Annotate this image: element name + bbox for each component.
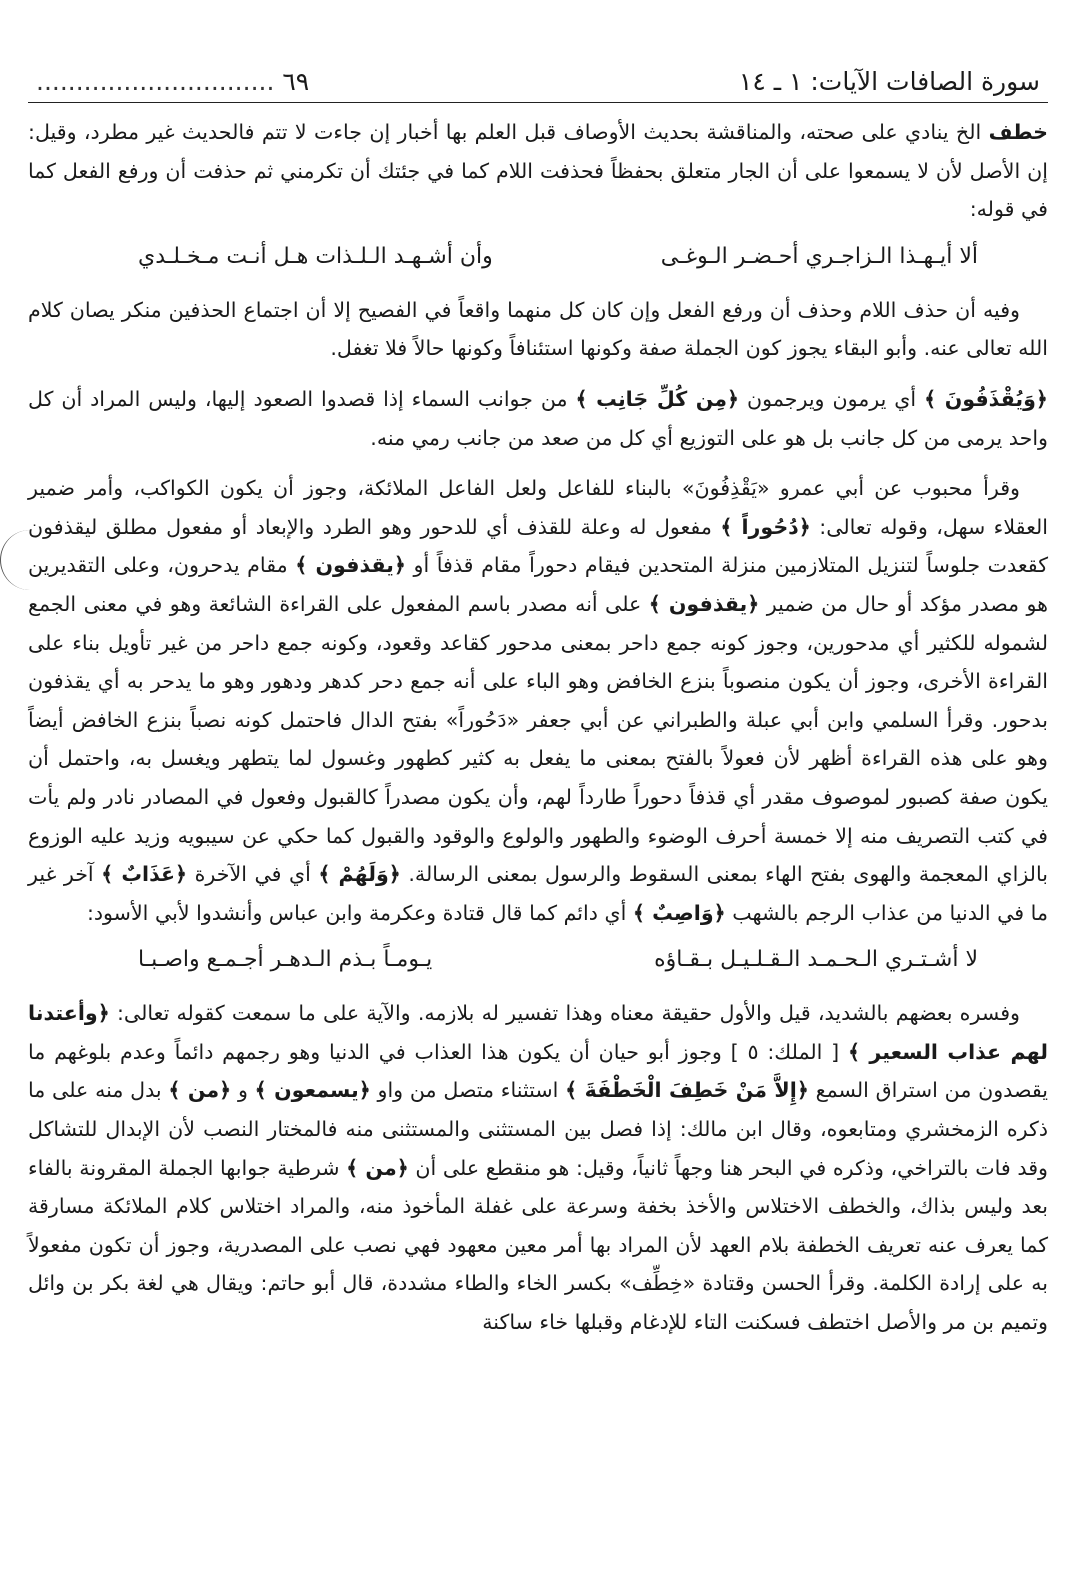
- paragraph-gap: [28, 368, 1048, 380]
- paragraph-text: مفعول له وعلة للقذف أي للدحور وهو الطرد والإبعاد أو مفعول مطلق ليقذفون كقعدت جلوساً لتنزيل المتلازمين منزلة المتحدين فيقام دحوراً مقام قذفاً أو: [28, 514, 1049, 578]
- paragraph-2: [28, 291, 1048, 368]
- paragraph-text: أي في الآخرة: [187, 862, 319, 887]
- leader-dots: ..............................: [36, 67, 275, 96]
- paragraph-text: وفسره بعضهم بالشديد، قيل والأول حقيقة معناه وهذا تفسير له بلازمه. والآية على ما سمعت كقوله تعالى:: [109, 1001, 1020, 1026]
- paragraph-text: آخر غير ما في الدنيا من عذاب الرجم بالشهب: [28, 862, 1048, 925]
- page-number: ٦٩: [282, 67, 310, 96]
- quran-verse: ﴿يقذفون ﴾: [648, 591, 760, 616]
- poetry-verse-2: [28, 932, 1048, 994]
- paragraph-text: مقام يدحرون، وعلى التقديرين هو مصدر مؤكد أو حال من ضمير: [28, 553, 1048, 616]
- paragraph-3: [28, 380, 1048, 457]
- paragraph-text: استثناء متصل من واو: [370, 1078, 566, 1103]
- paragraph-text: وقرأ محبوب عن أبي عمرو «يَقْذِفُونَ» بالبناء للفاعل ولعل الفاعل الملائكة، وجوز أن يكون الكواكب، وأمر ضمير العقلاء سهل، وقوله تعالى:: [28, 476, 1048, 539]
- paragraph-text: و: [231, 1078, 255, 1103]
- paragraph-text: أي دائم كما قال قتادة وعكرمة وابن عباس وأنشدوا لأبي الأسود:: [86, 900, 633, 925]
- paragraph-text: الخ ينادي على صحته، والمناقشة بحديث الأوصاف قبل العلم بها أخبار إن جاءت لا تتم فالحديث غير مطرد، وقيل: إن الأصل لأن لا يسمعوا على أن الجار متعلق بحفظاً فحذفت اللام كما في جئتك أن تكرمني ثم حذفت أن ورفع الفعل كما في قوله:: [28, 120, 1048, 222]
- quran-verse: ﴿يسمعون ﴾: [254, 1078, 371, 1103]
- paragraph-text: وفيه أن حذف اللام وحذف أن ورفع الفعل وإن كان كل منهما واقعاً في الفصيح إلا أن اجتماع الحذفين منكر يصان كلام الله تعالى عنه. وأبو البقاء يجوز كون الجملة صفة وكونها استئنافاً وكونها حالاً فلا تغفل.: [28, 297, 1048, 361]
- verse-hemistich-left: وأن أشـهـد الـلـذات هـل أنـت مـخـلـدي: [138, 243, 493, 269]
- quran-verse: ﴿مِن كُلِّ جَانِب ﴾: [575, 386, 740, 411]
- paragraph-text: بدل منه على ما ذكره الزمخشري ومتابعوه، وقال ابن مالك: إذا فصل بين المستثنى والمستثنى منه فالمختار النصب لأن الإبدال للتشاكل وقد فات بالتراخي، وذكره في البحر هنا وجهاً ثانياً، وقيل: هو منقطع على أن: [28, 1078, 1049, 1180]
- book-page: [28, 52, 1048, 1342]
- paragraph-text: أي يرمون ويرجمون: [739, 386, 925, 411]
- paragraph-4: [28, 469, 1048, 932]
- quran-verse: ﴿عَذَابٌ ﴾: [101, 862, 188, 887]
- quran-verse: ﴿وَيُقْذَفُونَ ﴾: [924, 386, 1048, 411]
- quran-verse: ﴿دُحُوراً ﴾: [720, 514, 811, 539]
- paragraph-gap: [28, 457, 1048, 469]
- quran-verse: ﴿وَاصِبٌ ﴾: [632, 900, 726, 925]
- quran-fragment: خطف: [988, 120, 1048, 144]
- poetry-verse-1: [28, 229, 1048, 291]
- quran-verse: ﴿من ﴾: [168, 1078, 232, 1103]
- quran-verse: ﴿من ﴾: [346, 1155, 409, 1180]
- page-body: [28, 113, 1048, 1342]
- running-header: [28, 52, 1048, 103]
- verse-hemistich-right: ألا أيـهـذا الـزاجـري أحـضـر الـوغـى: [660, 243, 978, 269]
- verse-hemistich-right: لا أشـتـري الـحـمـد الـقـلـيـل بـقـاؤه: [654, 947, 978, 973]
- paragraph-text: [ الملك: ٥ ] وجوز أبو حيان أن يكون هذا العذاب في الدنيا وهو رجمهم دائماً وعدم بلوغهم ما يقصدون من استراق السمع: [28, 1039, 1048, 1103]
- quran-verse: ﴿وَلَهُمْ ﴾: [318, 862, 401, 887]
- quran-verse: ﴿يقذفون ﴾: [295, 553, 406, 578]
- verse-hemistich-left: يـومـاً بـذم الـدهـر أجـمـع واصـبـا: [138, 947, 433, 973]
- surah-title: سورة الصافات الآيات: ١ ـ ١٤: [738, 67, 1040, 96]
- quran-verse: ﴿إِلاَّ مَنْ خَطِفَ الْخَطْفَةَ ﴾: [565, 1078, 809, 1103]
- paragraph-1: [28, 113, 1048, 229]
- paragraph-text: من جوانب السماء إذا قصدوا الصعود إليها، وليس المراد أن كل واحد يرمى من كل جانب بل هو على التوزيع أي كل من صعد من جانب رمي منه.: [28, 386, 1048, 450]
- paragraph-text: شرطية جوابها الجملة المقرونة بالفاء بعد وليس بذاك، والخطف الاختلاس والأخذ بخفة وسرعة على غفلة المأخوذ منه، والمراد اختلاس كلام الملائكة مسارقة كما يعرف عنه تعريف الخطفة بلام العهد لأن المراد بها أمر معين معهود فهي نصب على المصدرية، وجوز أن تكون مفعولاً به على إرادة الكلمة. وقرأ الحسن وقتادة «خِطِّف» بكسر الخاء والطاء مشددة، قال أبو حاتم: ويقال هي لغة بكر بن وائل وتميم بن مر والأصل اختطف فسكنت التاء للإدغام وقبلها خاء ساكنة: [28, 1155, 1048, 1335]
- paragraph-text: على أنه مصدر باسم المفعول على القراءة الشائعة وهو في معنى الجمع لشموله للكثير أي مدحورين، وجوز كونه جمع داحر بمعنى مدحور كقاعد وقعود، وكونه جمع داحر من غير تأويل بناء على القراءة الأخرى، وجوز أن يكون منصوباً بنزع الخافض وهو الباء على أنه جمع دحر كدهر ودهور وهو ما يدحر به أي يقذفون بدحور. وقرأ السلمي وابن أبي عبلة والطبراني عن أبي جعفر «دَحُوراً» بفتح الدال فاحتمل كونه نصباً بنزع الخافض أيضاً وهو على هذه القراءة أظهر لأن فعولاً بالفتح بمعنى ما يفعل به كثير كطهور وغسول لما يتطهر ويغسل به، واحتمل أن يكون صفة كصبور لموصوف مقدر أي قذفاً دحوراً طارداً لهم، وأن يكون مصدراً كالقبول وفعول في المصادر نادر ولم يأت في كتب التصريف منه إلا خمسة أحرف الوضوء والطهور والولوع والوقود والقبول كما حكي عن سيبويه وزيد عليه الوزوع بالزاي المعجمة والهوى بفتح الهاء بمعنى السقوط والرسول بمعنى الرسالة.: [28, 591, 1048, 887]
- quran-verse: ﴿وأعتدنا لهم عذاب السعير ﴾: [28, 1001, 1048, 1064]
- page-number-group: [36, 67, 309, 96]
- paragraph-5: [28, 994, 1048, 1341]
